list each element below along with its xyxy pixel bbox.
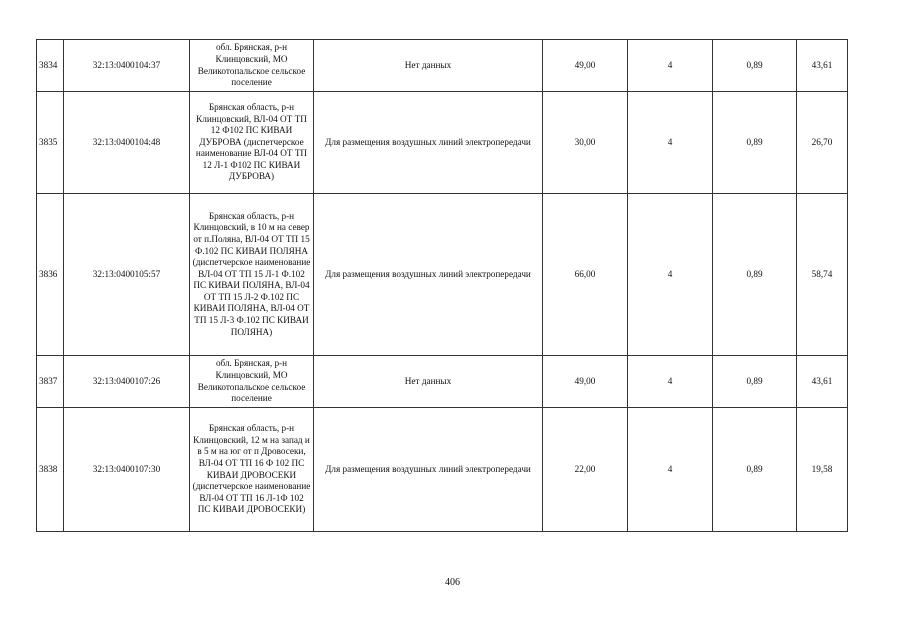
category-value: 4 (628, 408, 713, 532)
coefficient-value: 0,89 (713, 40, 797, 92)
plot-area: 22,00 (543, 408, 628, 532)
table-row (37, 408, 848, 532)
page-number: 406 (445, 577, 460, 588)
category-value: 4 (628, 356, 713, 408)
plot-address: Брянская область, р-н Клинцовский, ВЛ-04 ОТ ТП 12 Ф102 ПС КИВАИ ДУБРОВА (диспетчерское наименование ВЛ-04 ОТ ТП 12 Л-1 Ф102 ПС КИВАИ ДУБРОВА) (190, 92, 314, 194)
row-number: 3836 (37, 194, 64, 356)
permitted-use: Нет данных (314, 356, 543, 408)
coefficient-value: 0,89 (713, 356, 797, 408)
permitted-use: Для размещения воздушных линий электропередачи (314, 194, 543, 356)
plot-area: 49,00 (543, 356, 628, 408)
row-number: 3834 (37, 40, 64, 92)
plot-area: 49,00 (543, 40, 628, 92)
table-row (37, 40, 848, 92)
cadastral-number: 32:13:0400107:26 (64, 356, 190, 408)
table-row (37, 194, 848, 356)
plot-address: обл. Брянская, р-н Клинцовский, МО Великотопальское сельское поселение (190, 40, 314, 92)
plot-area: 30,00 (543, 92, 628, 194)
coefficient-value: 0,89 (713, 194, 797, 356)
permitted-use: Для размещения воздушных линий электропередачи (314, 408, 543, 532)
amount-value: 43,61 (797, 40, 848, 92)
permitted-use: Нет данных (314, 40, 543, 92)
amount-value: 43,61 (797, 356, 848, 408)
plot-area: 66,00 (543, 194, 628, 356)
cadastral-number: 32:13:0400104:48 (64, 92, 190, 194)
amount-value: 58,74 (797, 194, 848, 356)
cadastral-number: 32:13:0400107:30 (64, 408, 190, 532)
table-row (37, 92, 848, 194)
cadastral-number: 32:13:0400104:37 (64, 40, 190, 92)
row-number: 3835 (37, 92, 64, 194)
plot-address: Брянская область, р-н Клинцовский, 12 м на запад и в 5 м на юг от п Дровосеки, ВЛ-04 ОТ ТП 16 Ф 102 ПС КИВАИ ДРОВОСЕКИ (диспетчерское наименование ВЛ-04 ОТ ТП 16 Л-1Ф 102 ПС КИВАИ ДРОВОСЕКИ) (190, 408, 314, 532)
permitted-use: Для размещения воздушных линий электропередачи (314, 92, 543, 194)
amount-value: 26,70 (797, 92, 848, 194)
category-value: 4 (628, 40, 713, 92)
plot-address: Брянская область, р-н Клинцовский, в 10 м на север от п.Поляна, ВЛ-04 ОТ ТП 15 Ф.102 ПС КИВАИ ПОЛЯНА (диспетчерское наименование ВЛ-04 ОТ ТП 15 Л-1 Ф.102 ПС КИВАИ ПОЛЯНА, ВЛ-04 ОТ ТП 15 Л-2 Ф.102 ПС КИВАИ ПОЛЯНА, ВЛ-04 ОТ ТП 15 Л-3 Ф.102 ПС КИВАИ ПОЛЯНА) (190, 194, 314, 356)
row-number: 3838 (37, 408, 64, 532)
category-value: 4 (628, 92, 713, 194)
table-body (37, 40, 848, 532)
row-number: 3837 (37, 356, 64, 408)
category-value: 4 (628, 194, 713, 356)
cadastral-number: 32:13:0400105:57 (64, 194, 190, 356)
table-row (37, 356, 848, 408)
amount-value: 19,58 (797, 408, 848, 532)
coefficient-value: 0,89 (713, 408, 797, 532)
land-plot-table (36, 39, 848, 532)
plot-address: обл. Брянская, р-н Клинцовский, МО Великотопальское сельское поселение (190, 356, 314, 408)
coefficient-value: 0,89 (713, 92, 797, 194)
